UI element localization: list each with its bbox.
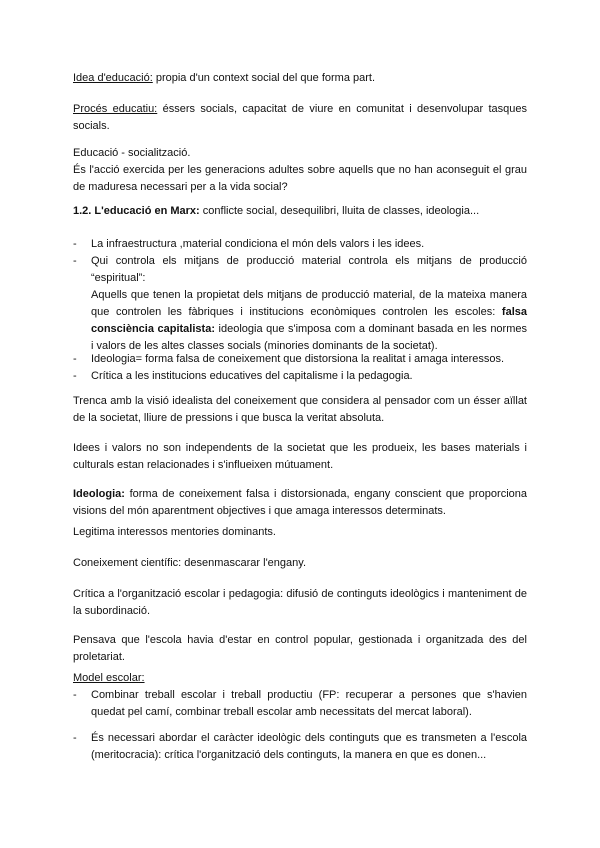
paragraph-7: Pensava que l'escola havia d'estar en control popular, gestionada i organitzada des del proletariat. <box>73 634 527 663</box>
dash: - <box>73 238 77 250</box>
dash: - <box>73 689 77 701</box>
bold-term: falsa consciència capitalista: <box>91 306 527 335</box>
paragraph-ideologia: Ideologia: forma de coneixement falsa i distorsionada, engany conscient que proporciona visions del món aparentment objectives i que amaga interessos determinats. <box>73 488 527 517</box>
term-text: éssers socials, capacitat de viure en comunitat i desenvolupar tasques socials. <box>73 103 527 132</box>
paragraph <box>73 70 527 87</box>
paragraph: És l'acció exercida per les generacions adultes sobre aquells que no han aconseguit el grau de maduresa necessari per a la vida social? <box>73 164 527 193</box>
section-idea-educacio <box>73 70 527 87</box>
section-model-escolar <box>73 670 527 721</box>
bold-term: Ideologia: <box>73 488 125 500</box>
paragraph-6: Crítica a l'organització escolar i pedagogia: difusió de continguts ideològics i manteniment de la subordinació. <box>73 588 527 617</box>
indented-paragraph: Aquells que tenen la propietat dels mitjans de producció material, de la mateixa manera que controlen les fàbriques i institucions econòmiques controlen les escoles: falsa consciència capitalista: ideologia que s'imposa com a dominant basada en les normes i valors de les altes classes socials (minories dominants de la societat). <box>91 289 527 352</box>
list-item: - Combinar treball escolar i treball productiu (FP: recuperar a persones que s'havien quedat pel camí, combinar treball escolar amb necessitats del mercat laboral). <box>73 689 527 718</box>
paragraph-4: Legitima interessos mentories dominants. <box>73 526 276 538</box>
heading-text: conflicte social, desequilibri, lluita de classes, ideologia... <box>199 205 480 217</box>
list-item: - La infraestructura ,material condiciona el món dels valors i les idees. <box>73 236 527 253</box>
section-title: Model escolar: <box>73 672 145 684</box>
section-marx <box>73 203 527 220</box>
section-title: Educació - socialització. <box>73 147 191 159</box>
paragraph-1: Trenca amb la visió idealista del coneixement que considera al pensador com un ésser aïllat de la societat, lliure de pressions i que busca la veritat absoluta. <box>73 395 527 424</box>
term-label: Idea d'educació: <box>73 72 153 84</box>
paragraph-5: Coneixement científic: desenmascarar l'engany. <box>73 557 307 569</box>
paragraph <box>73 101 527 135</box>
section-heading <box>73 203 527 220</box>
model-list-2 <box>73 730 527 764</box>
dash: - <box>73 732 77 744</box>
section-socialitzacio <box>73 145 527 196</box>
dash: - <box>73 353 77 365</box>
heading-label: 1.2. L'educació en Marx: <box>73 205 200 217</box>
list-item: - És necessari abordar el caràcter ideològic dels continguts que es transmeten a l'escola (meritocracia): crítica l'organització dels continguts, la manera en que es donen... <box>73 732 527 761</box>
marx-list <box>73 236 527 355</box>
marx-list-2 <box>73 351 527 385</box>
list-item: - Crítica a les institucions educatives del capitalisme i la pedagogia. <box>73 368 527 385</box>
dash: - <box>73 255 77 267</box>
dash: - <box>73 370 77 382</box>
term-text: propia d'un context social del que forma part. <box>152 72 376 84</box>
list-item: - Ideologia= forma falsa de coneixement que distorsiona la realitat i amaga interessos. <box>73 351 527 368</box>
paragraph-2: Idees i valors no son independents de la societat que les produeix, les bases materials i culturals estan relacionades i s'influeixen mútuament. <box>73 442 527 471</box>
section-proces-educatiu <box>73 101 527 135</box>
list-item: - Qui controla els mitjans de producció material controla els mitjans de producció “espiritual”: <box>73 255 527 284</box>
term-label: Procés educatiu: <box>73 103 158 115</box>
